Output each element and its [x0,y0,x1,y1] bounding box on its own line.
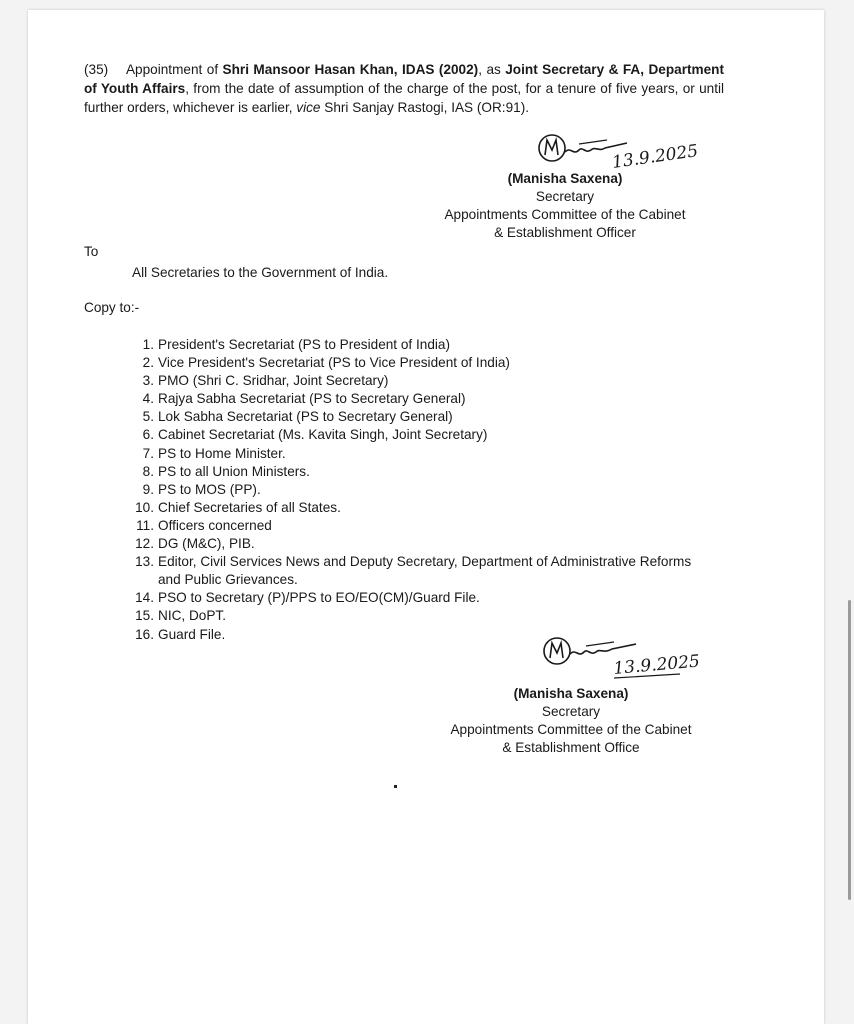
list-item [135,481,695,499]
list-item-number: 10. [135,499,154,515]
paragraph-text: Shri Sanjay Rastogi, IAS (OR:91). [320,100,530,115]
page-mark [394,785,397,788]
signatory-office: Appointments Committee of the Cabinet [450,722,692,737]
list-item [135,607,695,625]
post-name: Joint Secretary & FA, Department of Youth Affairs [84,62,724,96]
signatory-office: & Establishment Officer [494,225,636,240]
copy-to-list [135,336,695,644]
list-item-number: 3. [142,373,154,389]
list-item-text: PS to MOS (PP). [158,481,261,497]
signature-date: 13.9.2025 [612,651,701,679]
list-item-text: Editor, Civil Services News and Deputy Secretary, Department of Administrative Reforms and Public Grievances. [158,554,692,588]
signatory-title: Secretary [535,189,595,204]
list-item [135,463,695,481]
list-item-number: 15. [135,608,154,624]
list-item-number: 2. [142,355,154,371]
list-item-text: PS to all Union Ministers. [158,463,310,479]
list-item-text: President's Secretariat (PS to President of India) [158,337,450,352]
list-item-text: Rajya Sabha Secretariat (PS to Secretary General) [158,391,466,407]
list-item-text: Chief Secretaries of all States. [158,499,341,515]
list-item [135,408,695,426]
list-item-text: PMO (Shri C. Sridhar, Joint Secretary) [158,373,389,389]
paragraph-text: , from the date of assumption of the charge of the post, for a tenure of five years, or until further orders, whichever is earlier, [84,81,725,115]
signatory-office: Appointments Committee of the Cabinet [444,207,686,222]
list-item-text: Vice President's Secretariat (PS to Vice President of India) [158,355,510,371]
list-item [135,426,695,444]
list-item-text: Officers concerned [158,517,272,533]
list-item-number: 12. [135,536,154,552]
signatory-name: (Manisha Saxena) [513,686,629,701]
handwritten-signature [540,626,750,682]
list-item-number: 8. [142,463,154,479]
list-item-text: NIC, DoPT. [158,608,226,624]
list-item-number: 13. [135,554,154,570]
list-item [135,553,695,589]
appointment-paragraph [84,60,724,117]
list-item-text: PSO to Secretary (P)/PPS to EO/EO(CM)/Guard File. [158,590,480,606]
to-label: To [84,244,99,259]
list-item-number: 14. [135,590,154,606]
list-item-text: Guard File. [158,626,226,642]
list-item-text: PS to Home Minister. [158,445,286,461]
appointee-name: Shri Mansoor Hasan Khan, IDAS (2002) [222,62,479,77]
paragraph-text: , as [478,62,506,77]
list-item-number: 6. [142,427,154,443]
list-item-number: 7. [142,445,154,461]
list-item-number: 9. [142,481,154,497]
list-item [135,535,695,553]
list-item-number: 16. [135,626,154,642]
list-item-text: Cabinet Secretariat (Ms. Kavita Singh, Joint Secretary) [158,427,488,443]
list-item-text: DG (M&C), PIB. [158,536,255,552]
signature-block [430,170,700,242]
list-item [135,445,695,463]
list-item-number: 4. [142,391,154,407]
list-item [135,372,695,390]
signatory-office: & Establishment Office [502,740,640,755]
paragraph-text: Appointment of [125,62,223,77]
signatory-title: Secretary [541,704,601,719]
scrollbar[interactable] [848,600,851,900]
list-item [135,499,695,517]
signature-block [436,685,706,757]
list-item-number: 11. [136,517,154,533]
paragraph-number: (35) [84,62,109,77]
list-item [135,517,695,535]
list-item [135,354,695,372]
list-item [135,589,695,607]
list-item [135,336,695,354]
addressee: All Secretaries to the Government of India. [132,265,389,280]
list-item-number: 5. [142,409,154,425]
list-item [135,390,695,408]
list-item-text: Lok Sabha Secretariat (PS to Secretary General) [158,409,453,425]
list-item-number: 1. [142,337,154,352]
signatory-name: (Manisha Saxena) [507,171,623,186]
vice-text: vice [296,100,321,115]
copy-to-label: Copy to:- [84,300,140,315]
signature-date: 13.9.2025 [610,141,700,173]
